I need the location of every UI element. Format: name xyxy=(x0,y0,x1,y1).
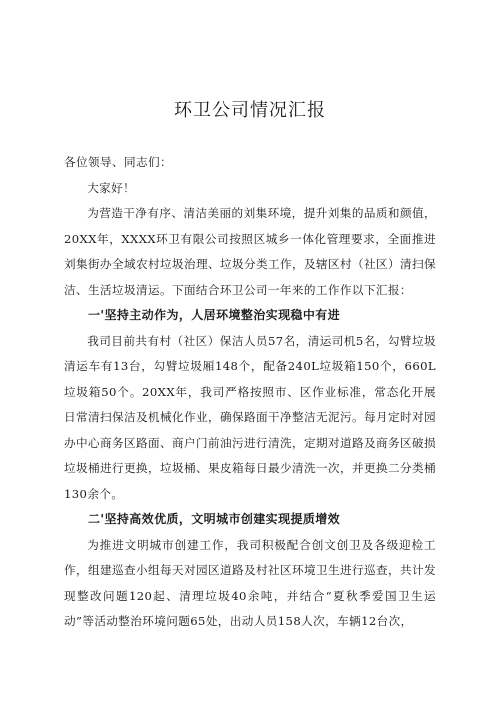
greeting: 大家好！ xyxy=(87,180,136,195)
intro-paragraph: 为营造干净有序、清洁美丽的刘集环境，提升刘集的品质和颜值，20XX年，XXXX环卫有限公司按照区城乡一体化管理要求，全面推进刘集街办全域农村垃圾治理、垃圾分类工作，及辖区村（社区）清扫保洁、生活垃圾清运。下面结合环卫公司一年来的工作作以下汇报： xyxy=(64,206,436,297)
document-title: 环卫公司情况汇报 xyxy=(174,100,326,121)
section-paragraph-1: 我司目前共有村（社区）保洁人员57名，清运司机5名，勾臂垃圾清运车有13台，勾臂垃圾厢148个，配备240L垃圾箱150个，660L垃圾箱50个。20XX年，我司严格按照市、区作业标准，常态化开展日常清扫保洁及机械化作业，确保路面干净整洁无泥污。每月定时对园办中心商务区路面、商户门前油污进行清洗，定期对道路及商务区破损垃圾桶进行更换，垃圾桶、果皮箱每日最少清洗一次，并更换二分类桶130余个。 xyxy=(64,333,436,501)
section-heading-1: 一'坚持主动作为，人居环境整治实现稳中有进 xyxy=(88,308,341,322)
section-paragraph-2: 为推进文明城市创建工作，我司积极配合创文创卫及各级迎检工作，组建巡查小组每天对园区道路及村社区环境卫生进行巡查，共计发现整改问题120起、清理垃圾40余吨，并结合“夏秋季爱国卫生运动”等活动整治环境问题65处，出动人员158人次，车辆12台次， xyxy=(64,537,436,628)
salutation: 各位领导、同志们： xyxy=(64,155,172,169)
document-body xyxy=(64,150,436,635)
section-heading-2: 二'坚持高效优质，文明城市创建实现提质增效 xyxy=(88,512,341,526)
